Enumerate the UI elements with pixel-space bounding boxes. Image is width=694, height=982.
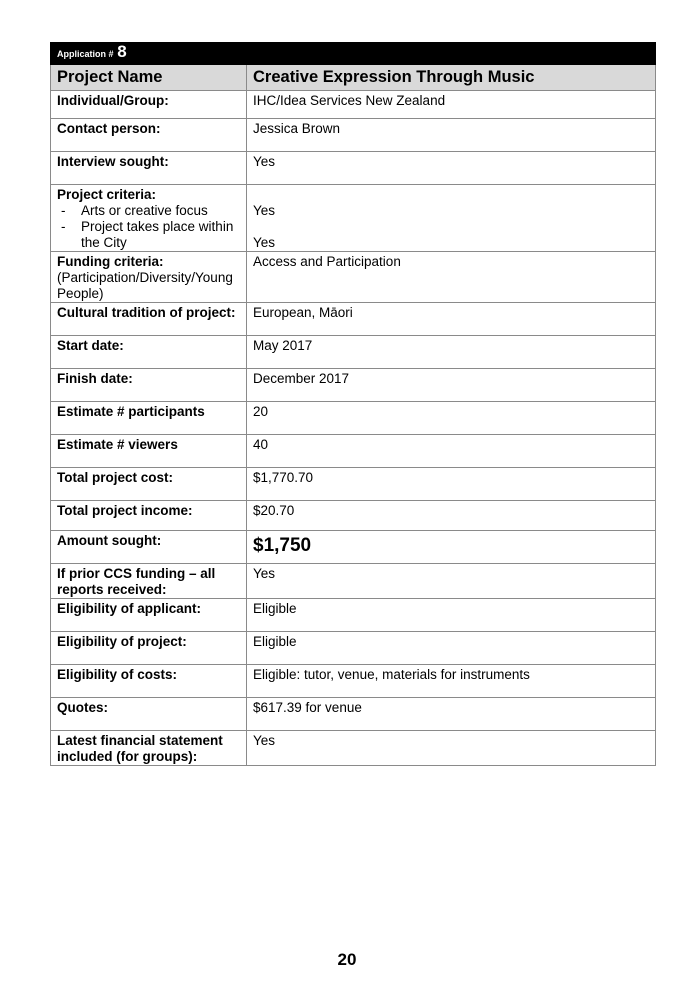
project-criteria-list xyxy=(57,203,240,251)
participants-row xyxy=(51,402,656,435)
eligibility-applicant-value: Eligible xyxy=(247,599,656,632)
eligibility-project-row xyxy=(51,632,656,665)
criteria-item-city: - Project takes place within the City xyxy=(57,219,240,251)
cultural-tradition-value: European, Māori xyxy=(247,303,656,336)
prior-funding-label: If prior CCS funding – all reports received: xyxy=(51,564,247,599)
criteria-item-arts: - Arts or creative focus xyxy=(57,203,240,219)
application-number-cell xyxy=(51,43,247,65)
funding-criteria-cell xyxy=(51,252,247,303)
total-cost-value: $1,770.70 xyxy=(247,468,656,501)
quotes-label: Quotes: xyxy=(51,698,247,731)
eligibility-applicant-row xyxy=(51,599,656,632)
interview-sought-label: Interview sought: xyxy=(51,152,247,185)
eligibility-project-label: Eligibility of project: xyxy=(51,632,247,665)
criteria-value-arts: Yes xyxy=(253,203,276,218)
funding-criteria-sublabel: (Participation/Diversity/Young People) xyxy=(57,270,233,301)
application-table xyxy=(50,42,656,766)
financial-statement-label: Latest financial statement included (for groups): xyxy=(51,731,247,766)
financial-statement-value: Yes xyxy=(247,731,656,766)
individual-group-label: Individual/Group: xyxy=(51,91,247,119)
viewers-label: Estimate # viewers xyxy=(51,435,247,468)
interview-sought-value: Yes xyxy=(247,152,656,185)
contact-person-row xyxy=(51,119,656,152)
total-income-row xyxy=(51,501,656,531)
contact-person-label: Contact person: xyxy=(51,119,247,152)
cultural-tradition-label: Cultural tradition of project: xyxy=(51,303,247,336)
eligibility-applicant-label: Eligibility of applicant: xyxy=(51,599,247,632)
project-name-row xyxy=(51,65,656,91)
eligibility-costs-value: Eligible: tutor, venue, materials for instruments xyxy=(247,665,656,698)
interview-sought-row xyxy=(51,152,656,185)
total-income-value: $20.70 xyxy=(247,501,656,531)
prior-funding-value: Yes xyxy=(247,564,656,599)
funding-criteria-value: Access and Participation xyxy=(247,252,656,303)
amount-sought-cell xyxy=(247,531,656,564)
criteria-value-city: Yes xyxy=(253,235,276,250)
project-criteria-values xyxy=(247,185,656,252)
application-number-row xyxy=(51,43,656,65)
project-name-label: Project Name xyxy=(51,65,247,91)
finish-date-row xyxy=(51,369,656,402)
application-number: 8 xyxy=(117,42,127,61)
individual-group-value: IHC/Idea Services New Zealand xyxy=(247,91,656,119)
eligibility-project-value: Eligible xyxy=(247,632,656,665)
page-number: 20 xyxy=(337,950,357,969)
total-cost-row xyxy=(51,468,656,501)
amount-sought-value: $1,750 xyxy=(253,535,312,556)
participants-value: 20 xyxy=(247,402,656,435)
eligibility-costs-label: Eligibility of costs: xyxy=(51,665,247,698)
total-income-label: Total project income: xyxy=(51,501,247,531)
finish-date-value: December 2017 xyxy=(247,369,656,402)
project-name: Creative Expression Through Music xyxy=(247,65,656,91)
viewers-value: 40 xyxy=(247,435,656,468)
prior-funding-row xyxy=(51,564,656,599)
start-date-value: May 2017 xyxy=(247,336,656,369)
project-criteria-label: Project criteria: xyxy=(57,187,157,202)
eligibility-costs-row xyxy=(51,665,656,698)
project-criteria-cell xyxy=(51,185,247,252)
quotes-row xyxy=(51,698,656,731)
funding-criteria-label: Funding criteria: xyxy=(57,254,164,269)
amount-sought-label: Amount sought: xyxy=(51,531,247,564)
total-cost-label: Total project cost: xyxy=(51,468,247,501)
participants-label: Estimate # participants xyxy=(51,402,247,435)
application-number-label: Application # xyxy=(57,49,114,59)
start-date-row xyxy=(51,336,656,369)
quotes-value: $617.39 for venue xyxy=(247,698,656,731)
financial-statement-row xyxy=(51,731,656,766)
individual-group-row xyxy=(51,91,656,119)
funding-criteria-row xyxy=(51,252,656,303)
contact-person-value: Jessica Brown xyxy=(247,119,656,152)
amount-sought-row xyxy=(51,531,656,564)
viewers-row xyxy=(51,435,656,468)
finish-date-label: Finish date: xyxy=(51,369,247,402)
project-criteria-row xyxy=(51,185,656,252)
application-number-blank xyxy=(247,43,656,65)
cultural-tradition-row xyxy=(51,303,656,336)
start-date-label: Start date: xyxy=(51,336,247,369)
